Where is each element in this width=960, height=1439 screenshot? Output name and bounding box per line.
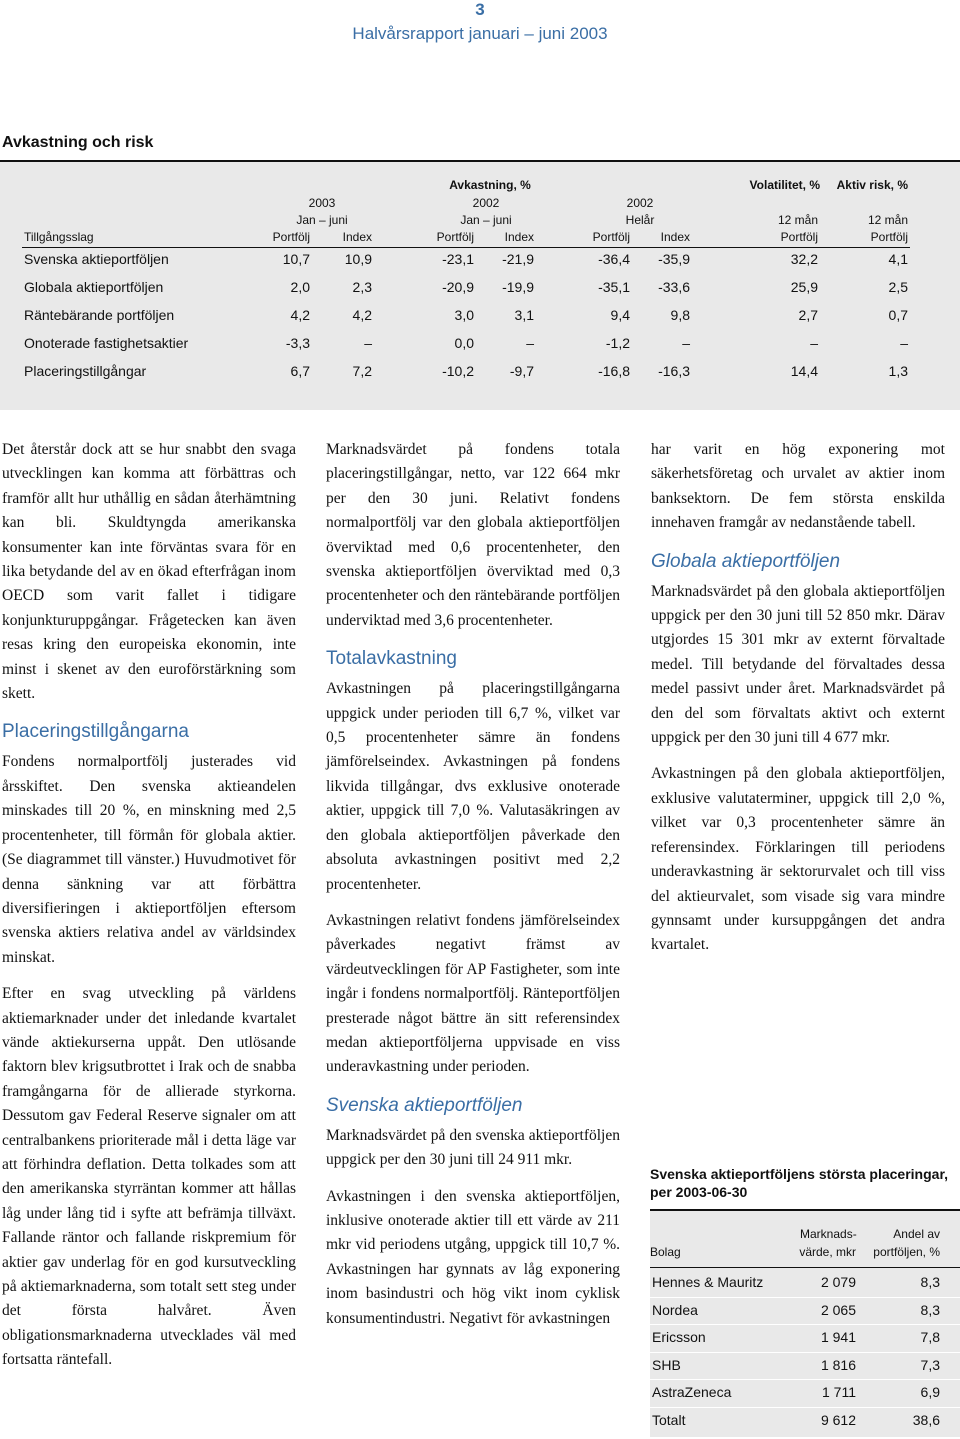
table-cell: -36,4 (598, 251, 630, 267)
holding-company: SHB (652, 1356, 681, 1373)
holding-value: 1 816 (820, 1356, 856, 1373)
table-cell: -16,8 (598, 363, 630, 379)
holdings-head-share: portföljen, % (873, 1245, 940, 1259)
holding-value: 2 065 (820, 1301, 856, 1318)
col-head: Portfölj (436, 230, 474, 244)
holdings-table (650, 1165, 960, 1428)
col-head: Index (504, 230, 534, 244)
paragraph: har varit en hög exponering mot säkerhetsföretag och urvalet av aktier inom banksektorn. De fem största enskilda innehaven framgår av nedanstående tabell. (651, 441, 945, 532)
table-cell: -23,1 (442, 251, 474, 267)
holdings-title: Svenska aktieportföljens största placeringar, per 2003-06-30 (650, 1166, 949, 1200)
table-cell: 9,4 (610, 307, 630, 323)
table-cell: -1,2 (605, 335, 630, 351)
holdings-row (650, 1352, 960, 1378)
paragraph: Avkastningen på placeringstillgångarna uppgick under perioden till 6,7 %, vilket var 0,5 procentenheter sämre än fondens jämförelseindex. Avkastningen på fondens likvida tillgångar, dvs exklusive onoterade aktier, uppgick till 7,0 %. Valutasäkringen av den globala aktieportföljen påverkade den absoluta avkastningen positivt med 2,2 procentenheter. (326, 680, 620, 893)
holding-company: Totalt (652, 1411, 686, 1428)
table-cell: 3,1 (514, 307, 534, 323)
col-head: Portfölj (592, 230, 630, 244)
holding-value: 1 711 (822, 1384, 856, 1400)
table-header-rule (22, 247, 910, 248)
period-year: 2002 (472, 196, 500, 210)
holdings-table-box (650, 1209, 960, 1437)
section-heading: Totalavkastning (326, 648, 457, 670)
table-cell: 32,2 (790, 251, 818, 267)
paragraph: Avkastningen på den globala aktieportföljen, exklusive valutaterminer, uppgick till 2,0 %, vilket var 0,3 procentenheter sämre än referensindex. Förklaringen till periodens underavkastning är sektorurvalet och till viss del aktieurvalet, som visade sig vara mindre gynnsamt under kursuppgången det andra kvartalet. (651, 765, 945, 954)
table-row (0, 307, 960, 327)
table-cell: -16,3 (658, 363, 690, 379)
table-cell: -21,9 (502, 251, 534, 267)
table-cell: -20,9 (442, 279, 474, 295)
holdings-row (650, 1269, 960, 1295)
table-cell: – (682, 335, 690, 351)
holding-share: 6,9 (920, 1384, 940, 1400)
col-head: Portfölj (272, 230, 310, 244)
section-heading: Svenska aktieportföljen (326, 1094, 523, 1116)
holding-share: 8,3 (920, 1274, 940, 1290)
table-cell: 7,2 (352, 363, 372, 379)
holding-company: Nordea (652, 1301, 698, 1318)
paragraph: Efter en svag utveckling på världens aktiemarknader under det inledande kvartalet vände aktiekurserna uppåt. Den utlösande faktorn blev krigsutbrottet i Irak och de snabba framgångarna för de allierade styrkorna. Dessutom gav Federal Reserve signaler om att centralbankens prioriterade mål i detta läge var att förhindra deflation. Detta tolkades som att den amerikanska styrräntan kommer att hållas låg under lång tid i syfte att befrämja tillväxt. Fallande räntor och fallande riskpremium för aktier gav underlag för en god kursutveckling på aktiemarknaderna, som totalt sett steg under det första halvåret. Även obligationsmarknaderna utvecklades väl med fortsatta räntefall. (2, 985, 296, 1369)
table-cell: -9,7 (509, 363, 534, 379)
table-cell: 0,0 (454, 335, 474, 351)
paragraph: Avkastningen i den svenska aktieportföljen, inklusive onoterade aktier till ett värde av 211 mkr vid periodens utgång, uppgick till 10,7 %. Avkastningen har gynnats av låg exponering inom basindustri och hög vikt inom cyklisk konsumentindustri. Negativt för avkastningen (326, 1187, 620, 1327)
table-cell: -35,9 (658, 251, 690, 267)
table-cell: 2,5 (888, 279, 908, 295)
table-cell: 25,9 (790, 279, 818, 295)
group-head-volatilitet: Volatilitet, % (749, 178, 820, 192)
group-head-aktiv-risk: Aktiv risk, % (836, 178, 908, 192)
holding-share: 7,3 (920, 1356, 940, 1373)
holdings-head-company: Bolag (650, 1245, 681, 1259)
paragraph: Marknadsvärdet på den svenska aktieportföljen uppgick per den 30 juni till 24 911 mkr. (326, 1126, 620, 1169)
page-number: 3 (475, 0, 485, 19)
table-cell: 4,1 (888, 251, 908, 267)
page-header (0, 0, 960, 45)
paragraph: Avkastningen relativt fondens jämförelseindex påverkades negativt främst av värdeutvecklingen för AP Fastigheter, som inte ingår i fondens normalportfölj. Ränteportföljen presterade något bättre än sitt referensindex medan aktieportföljerna uppvisade en viss underavkastning under perioden. (326, 911, 620, 1076)
holding-company: Ericsson (652, 1329, 706, 1345)
period-year: 2003 (308, 196, 336, 210)
col-head: Index (342, 230, 372, 244)
holdings-row-divider (650, 1352, 960, 1353)
paragraph: Marknadsvärdet på fondens totala placeringstillgångar, netto, var 122 664 mkr per den 30 juni. Relativt fondens normalportfölj var den globala aktieportföljen överviktad med 0,6 procentenheter, den svenska aktieportföljen överviktad med 0,3 procentenheter och den räntebärande portföljen underviktad med 3,6 procentenheter. (326, 441, 620, 629)
col-head: Index (660, 230, 690, 244)
table-cell: 9,8 (670, 307, 690, 323)
col-head: Portfölj (870, 230, 908, 244)
table-title: Avkastning och risk (2, 134, 154, 151)
holding-value: 1 941 (820, 1329, 856, 1345)
holding-share: 8,3 (920, 1301, 940, 1318)
table-cell: – (526, 335, 534, 351)
table-cell: -10,2 (442, 363, 474, 379)
table-cell: 4,2 (290, 307, 310, 323)
group-head-avkastning: Avkastning, % (449, 178, 531, 192)
col-head: Portfölj (780, 230, 818, 244)
col-head-tillgangsslag: Tillgångsslag (24, 230, 94, 244)
table-cell: -33,6 (658, 279, 690, 295)
row-label: Svenska aktieportföljen (24, 251, 169, 267)
holding-share: 38,6 (912, 1411, 940, 1428)
risk-period: 12 mån (867, 213, 908, 227)
table-cell: 2,0 (290, 279, 310, 295)
period-span: Jan – juni (460, 213, 512, 227)
table-cell: 14,4 (790, 363, 818, 379)
table-cell: 10,7 (282, 251, 310, 267)
table-cell: 0,7 (888, 307, 908, 323)
section-heading: Placeringstillgångarna (2, 721, 189, 743)
table-cell: 2,3 (352, 279, 372, 295)
table-cell: -3,3 (285, 335, 310, 351)
paragraph: Det återstår dock att se hur snabbt den svaga utvecklingen kan komma att förbättras och framför allt hur uthållig en sådan återhämtning kan bli. Skuldtyngda amerikanska konsumenter kan inte förväntas svara för en lika betydande del av en ökad efterfrågan inom OECD som varit fallet i tidigare konjunkturuppgångar. Frågetecken kan även resas kring den europeiska ekonomin, inte minst i skenet av den euroförstärkning som skett. (2, 441, 296, 703)
holding-company: AstraZeneca (652, 1384, 732, 1400)
table-cell: -35,1 (598, 279, 630, 295)
text-column-2 (326, 438, 620, 1343)
text-column-1 (2, 438, 296, 1385)
holdings-row (650, 1379, 960, 1405)
table-cell: 3,0 (454, 307, 474, 323)
row-label: Placeringstillgångar (24, 363, 147, 379)
table-row (0, 279, 960, 299)
table-cell: – (900, 335, 908, 351)
period-year: 2002 (626, 196, 654, 210)
holding-company: Hennes & Mauritz (652, 1274, 764, 1290)
table-cell: 1,3 (888, 363, 908, 379)
table-row (0, 363, 960, 383)
report-title: Halvårsrapport januari – juni 2003 (352, 24, 608, 43)
row-label: Globala aktieportföljen (24, 279, 164, 295)
table-row (0, 251, 960, 271)
holdings-head-value: värde, mkr (799, 1245, 856, 1259)
holdings-row-divider (650, 1379, 960, 1380)
holdings-head-rule (650, 1267, 960, 1268)
period-span: Helår (625, 213, 655, 227)
table-row (0, 335, 960, 355)
holdings-row-divider (650, 1297, 960, 1298)
section-heading: Globala aktieportföljen (651, 550, 841, 572)
holdings-row-divider (650, 1407, 960, 1408)
vol-period: 12 mån (777, 213, 818, 227)
paragraph: Marknadsvärdet på den globala aktieportföljen uppgick per den 30 juni till 52 850 mkr. Därav utgjordes 15 301 mkr av externt förvaltade medel. Till betydande del förvaltades dessa medel passivt under året. Marknadsvärdet på den del som förvaltats aktivt och externt uppgick per den 30 juni till 4 677 mkr. (651, 582, 945, 747)
holding-share: 7,8 (920, 1329, 940, 1345)
holdings-head-value: Marknads- (800, 1227, 857, 1241)
table-cell: 10,9 (344, 251, 372, 267)
text-column-3 (651, 438, 945, 970)
holdings-row (650, 1324, 960, 1350)
table-cell: -19,9 (502, 279, 534, 295)
period-span: Jan – juni (296, 213, 348, 227)
holding-value: 2 079 (820, 1274, 856, 1290)
holdings-row (650, 1297, 960, 1323)
paragraph: Fondens normalportfölj justerades vid årsskiftet. Den svenska aktieandelen minskades till 20 %, en minskning med 2,5 procentenheter, till förmån för globala aktier. (Se diagrammet till vänster.) Huvudmotivet för denna sänkning var att förbättra diversifieringen i aktieportföljen eftersom svenska aktiers relativa andel av världsindex minskat. (2, 753, 296, 966)
row-label: Räntebärande portföljen (24, 307, 175, 323)
table-cell: 2,7 (798, 307, 818, 323)
table-cell: 6,7 (290, 363, 310, 379)
table-cell: – (810, 335, 818, 351)
holdings-head-share: Andel av (893, 1227, 940, 1241)
holdings-total-row (650, 1407, 960, 1433)
table-cell: 4,2 (352, 307, 372, 323)
row-label: Onoterade fastighetsaktier (24, 335, 189, 351)
table-cell: – (364, 335, 372, 351)
holding-value: 9 612 (820, 1411, 856, 1428)
holdings-row-divider (650, 1324, 960, 1325)
